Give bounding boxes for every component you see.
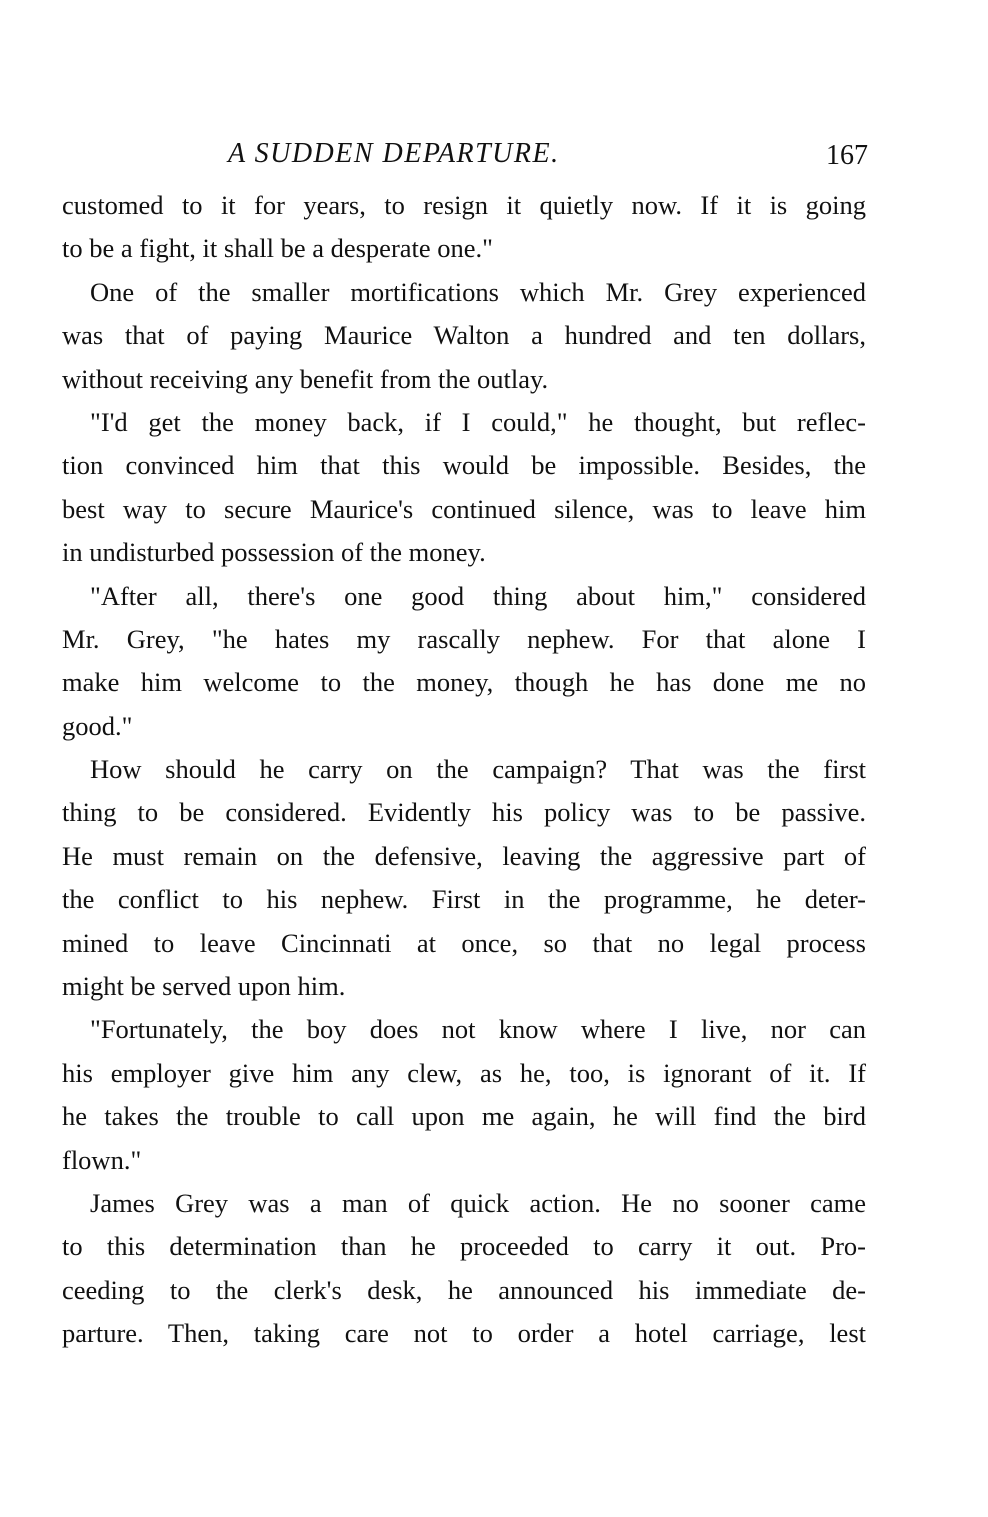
text-line: best way to secure Maurice's continued silence, was to leave him bbox=[62, 493, 866, 524]
text-line: ceeding to the clerk's desk, he announced his immediate de- bbox=[62, 1274, 866, 1305]
text-line: good." bbox=[62, 710, 133, 741]
chapter-title: A SUDDEN DEPARTURE. bbox=[228, 138, 560, 169]
text-line: make him welcome to the money, though he has done me no bbox=[62, 667, 866, 698]
running-header bbox=[0, 138, 988, 178]
text-line: How should he carry on the campaign? That was the first bbox=[90, 754, 866, 785]
text-line: in undisturbed possession of the money. bbox=[62, 537, 486, 568]
text-line: flown." bbox=[62, 1144, 142, 1175]
text-line: "After all, there's one good thing about him," considered bbox=[90, 580, 866, 611]
text-line: his employer give him any clew, as he, too, is ignorant of it. If bbox=[62, 1057, 866, 1088]
text-line: tion convinced him that this would be impossible. Besides, the bbox=[62, 450, 866, 481]
text-line: parture. Then, taking care not to order a hotel carriage, lest bbox=[62, 1318, 866, 1349]
text-line: One of the smaller mortifications which Mr. Grey experienced bbox=[90, 276, 866, 307]
text-line: to be a fight, it shall be a desperate one." bbox=[62, 233, 493, 264]
text-line: might be served upon him. bbox=[62, 971, 346, 1002]
text-line: mined to leave Cincinnati at once, so that no legal process bbox=[62, 927, 866, 958]
text-line: He must remain on the defensive, leaving the aggressive part of bbox=[62, 840, 866, 871]
page-body-text bbox=[62, 184, 866, 1356]
text-line: Mr. Grey, "he hates my rascally nephew. For that alone I bbox=[62, 623, 866, 654]
text-line: customed to it for years, to resign it quietly now. If it is going bbox=[62, 190, 866, 220]
text-line: was that of paying Maurice Walton a hundred and ten dollars, bbox=[62, 320, 866, 351]
text-line: the conflict to his nephew. First in the programme, he deter- bbox=[62, 884, 866, 915]
text-line: he takes the trouble to call upon me again, he will find the bird bbox=[62, 1101, 866, 1132]
text-line: "I'd get the money back, if I could," he thought, but reflec- bbox=[90, 406, 866, 437]
text-line: to this determination than he proceeded to carry it out. Pro- bbox=[62, 1231, 866, 1262]
page-number: 167 bbox=[826, 140, 868, 171]
text-line: without receiving any benefit from the outlay. bbox=[62, 363, 549, 394]
text-line: James Grey was a man of quick action. He no sooner came bbox=[90, 1187, 866, 1218]
text-line: thing to be considered. Evidently his policy was to be passive. bbox=[62, 797, 866, 828]
text-line: "Fortunately, the boy does not know where I live, nor can bbox=[90, 1014, 866, 1045]
